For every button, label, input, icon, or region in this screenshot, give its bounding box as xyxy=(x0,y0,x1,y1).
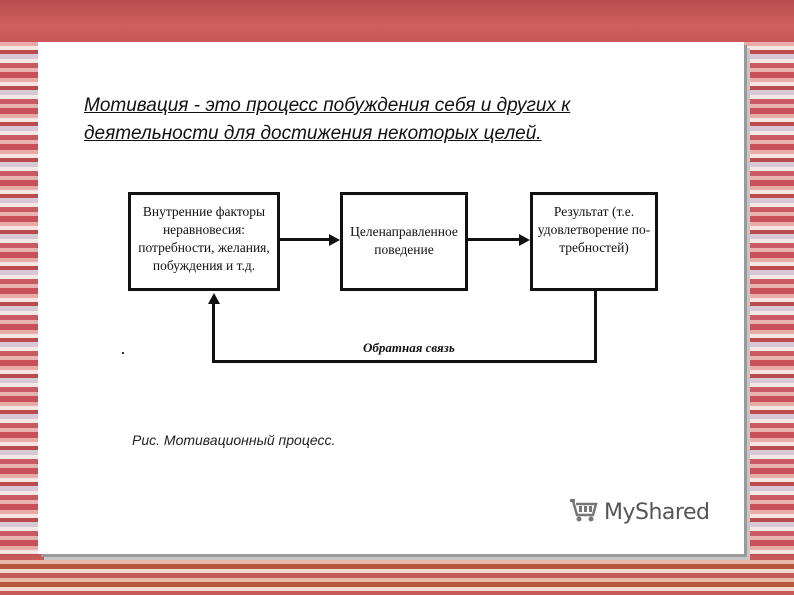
watermark-text: MyShared xyxy=(604,499,710,525)
box-goal-behavior xyxy=(340,192,468,291)
title-line-1: Мотивация - это процесс побуждения себя и других к xyxy=(84,95,571,116)
feedback-down xyxy=(594,291,597,362)
feedback-bottom xyxy=(212,360,597,363)
box2-line: Целенаправленное xyxy=(350,224,458,239)
watermark-logo xyxy=(568,497,709,527)
feedback-arrow-head xyxy=(208,293,220,304)
feedback-up xyxy=(212,304,215,363)
box-result xyxy=(530,192,658,291)
box3-line: Результат (т.е. xyxy=(553,204,635,219)
box1-line: неравновесия: xyxy=(162,222,246,237)
feedback-label: Обратная связь xyxy=(363,340,455,355)
box1-line: Внутренние факторы xyxy=(142,204,266,219)
cart-icon xyxy=(568,497,598,528)
box1-line: побуждения и т.д. xyxy=(152,258,256,273)
box-internal-factors xyxy=(128,192,280,291)
arrow-1-shaft xyxy=(280,238,330,241)
box2-line: поведение xyxy=(374,242,434,257)
arrow-1-head xyxy=(329,234,340,246)
box3-line: удовлетворение по- xyxy=(537,222,651,237)
arrow-2-head xyxy=(519,234,530,246)
arrow-2-shaft xyxy=(468,238,520,241)
title-line-2: деятельности для достижения некоторых целей. xyxy=(84,123,542,144)
slide xyxy=(38,42,744,554)
bottom-band xyxy=(0,555,794,595)
slide-title xyxy=(84,92,724,148)
stray-dot xyxy=(122,352,124,354)
top-band xyxy=(0,0,794,42)
box3-line: требностей) xyxy=(559,240,629,255)
box1-line: потребности, желания, xyxy=(138,240,270,255)
figure-caption: Рис. Мотивационный процесс. xyxy=(132,432,336,448)
